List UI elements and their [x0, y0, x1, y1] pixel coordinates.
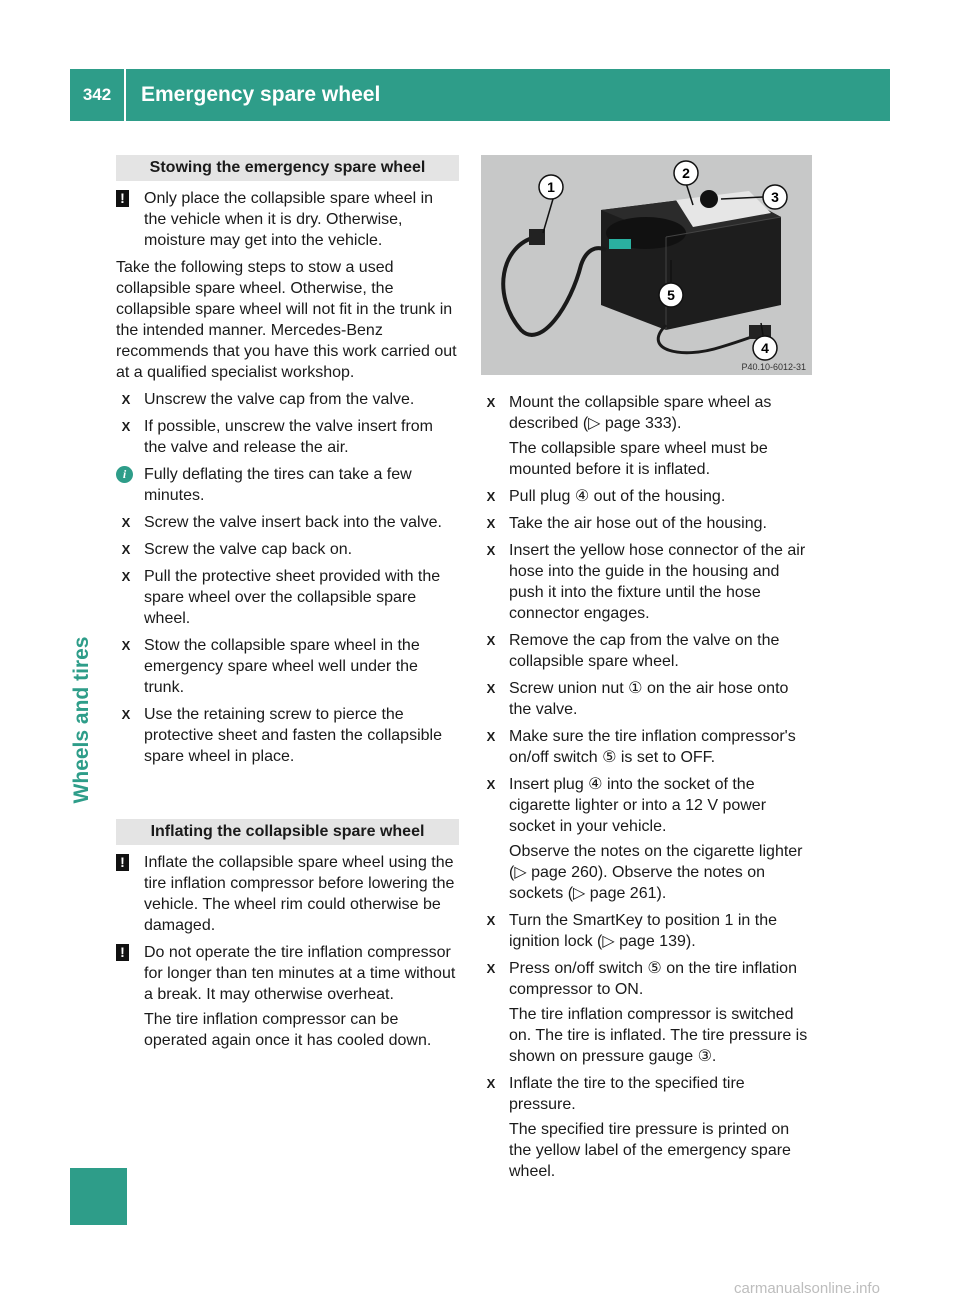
step-item: X Screw the valve cap back on. — [116, 539, 459, 560]
side-tab — [70, 636, 114, 804]
step-note: The specified tire pressure is printed on the yellow label of the emergency spare wheel. — [509, 1121, 791, 1180]
section-heading-inflating: Inflating the collapsible spare wheel — [116, 819, 459, 845]
svg-text:4: 4 — [761, 340, 769, 356]
svg-text:2: 2 — [682, 165, 690, 181]
side-tab-label: Wheels and tires — [70, 636, 93, 804]
warning-note: ! Inflate the collapsible spare wheel using the tire inflation compressor before lowering the vehicle. The wheel rim could otherwise be damaged. — [116, 852, 459, 936]
svg-text:1: 1 — [547, 179, 555, 195]
step-arrow-icon: X — [486, 395, 496, 410]
step-arrow-icon: X — [486, 1076, 496, 1091]
page-title: Emergency spare wheel — [141, 83, 381, 106]
step-arrow-icon: X — [486, 777, 496, 792]
step-item: X Unscrew the valve cap from the valve. — [116, 389, 459, 410]
step-item: X Inflate the tire to the specified tire pressure. The specified tire pressure is printed on the yellow label of the emergency spare wheel. — [481, 1073, 814, 1182]
callout-2 — [674, 161, 698, 185]
step-item: X Remove the cap from the valve on the collapsible spare wheel. — [481, 630, 814, 672]
callout-4 — [753, 336, 777, 360]
step-item: X Stow the collapsible spare wheel in the emergency spare wheel well under the trunk. — [116, 635, 459, 698]
step-arrow-icon: X — [121, 515, 131, 530]
left-column — [116, 155, 459, 1057]
step-arrow-icon: X — [121, 569, 131, 584]
step-note: Observe the notes on the cigarette lighter (▷ page 260). Observe the notes on sockets (▷ page 261). — [509, 843, 803, 902]
step-item: X Screw the valve insert back into the valve. — [116, 512, 459, 533]
step-arrow-icon: X — [486, 633, 496, 648]
callout-5 — [659, 283, 683, 307]
intro-paragraph: Take the following steps to stow a used collapsible spare wheel. Otherwise, the collapsible spare wheel will not fit in the trunk in the intended manner. Mercedes-Benz recommends that you have this work carried out at a qualified specialist workshop. — [116, 259, 457, 381]
side-marker-square — [70, 1168, 127, 1225]
step-item: X Insert plug ④ into the socket of the cigarette lighter or into a 12 V power socket in your vehicle. Observe the notes on the cigarette lighter (▷ page 260). Observe the notes on sockets (▷ page 261). — [481, 774, 814, 904]
step-arrow-icon: X — [121, 707, 131, 722]
step-arrow-icon: X — [486, 681, 496, 696]
step-item: X If possible, unscrew the valve insert from the valve and release the air. — [116, 416, 459, 458]
section-heading-stowing: Stowing the emergency spare wheel — [116, 155, 459, 181]
warning-note: ! Only place the collapsible spare wheel in the vehicle when it is dry. Otherwise, moisture may get into the vehicle. — [116, 188, 459, 251]
step-item: X Mount the collapsible spare wheel as described (▷ page 333). The collapsible spare wheel must be mounted before it is inflated. — [481, 392, 814, 480]
step-arrow-icon: X — [121, 419, 131, 434]
step-item: X Make sure the tire inflation compressor's on/off switch ⑤ is set to OFF. — [481, 726, 814, 768]
watermark: carmanualsonline.info — [734, 1280, 880, 1297]
callout-3 — [763, 185, 787, 209]
step-arrow-icon: X — [486, 729, 496, 744]
step-arrow-icon: X — [121, 392, 131, 407]
warning-continuation: The tire inflation compressor can be operated again once it has cooled down. — [144, 1011, 432, 1049]
step-item: X Take the air hose out of the housing. — [481, 513, 814, 534]
callout-1 — [539, 175, 563, 199]
power-cable — [658, 325, 763, 353]
warning-note: ! Do not operate the tire inflation compressor for longer than ten minutes at a time without a break. It may otherwise overheat. The tire inflation compressor can be operated again once it has cooled down. — [116, 942, 459, 1051]
step-arrow-icon: X — [486, 961, 496, 976]
step-item: X Screw union nut ① on the air hose onto the valve. — [481, 678, 814, 720]
page-number: 342 — [70, 69, 126, 121]
step-arrow-icon: X — [486, 516, 496, 531]
air-hose — [503, 237, 606, 335]
step-note: The tire inflation compressor is switched on. The tire is inflated. The tire pressure is shown on pressure gauge ③. — [509, 1006, 808, 1065]
step-arrow-icon: X — [486, 489, 496, 504]
step-item: X Use the retaining screw to pierce the protective sheet and fasten the collapsible spare wheel in place. — [116, 704, 459, 767]
pressure-gauge — [700, 190, 718, 208]
svg-text:5: 5 — [667, 287, 675, 303]
step-arrow-icon: X — [486, 913, 496, 928]
step-item: X Pull the protective sheet provided with the spare wheel over the collapsible spare wheel. — [116, 566, 459, 629]
step-item: X Turn the SmartKey to position 1 in the ignition lock (▷ page 139). — [481, 910, 814, 952]
info-note: i Fully deflating the tires can take a few minutes. — [116, 464, 459, 506]
step-arrow-icon: X — [121, 542, 131, 557]
right-column — [481, 392, 814, 1188]
step-arrow-icon: X — [121, 638, 131, 653]
hose-connector — [609, 239, 631, 249]
figure-code: P40.10-6012-31 — [741, 362, 806, 372]
step-note: The collapsible spare wheel must be mounted before it is inflated. — [509, 440, 768, 478]
union-nut — [529, 229, 545, 245]
compressor-illustration — [481, 155, 812, 375]
warning-icon: ! — [116, 944, 129, 961]
warning-icon: ! — [116, 854, 129, 871]
step-arrow-icon: X — [486, 543, 496, 558]
step-item: X Pull plug ④ out of the housing. — [481, 486, 814, 507]
svg-text:3: 3 — [771, 189, 779, 205]
info-icon: i — [116, 466, 133, 483]
warning-icon: ! — [116, 190, 129, 207]
compressor-figure — [481, 155, 812, 375]
step-item: X Insert the yellow hose connector of the air hose into the guide in the housing and push it into the fixture until the hose connector engages. — [481, 540, 814, 624]
step-item: X Press on/off switch ⑤ on the tire inflation compressor to ON. The tire inflation compressor is switched on. The tire is inflated. The tire pressure is shown on pressure gauge ③. — [481, 958, 814, 1067]
